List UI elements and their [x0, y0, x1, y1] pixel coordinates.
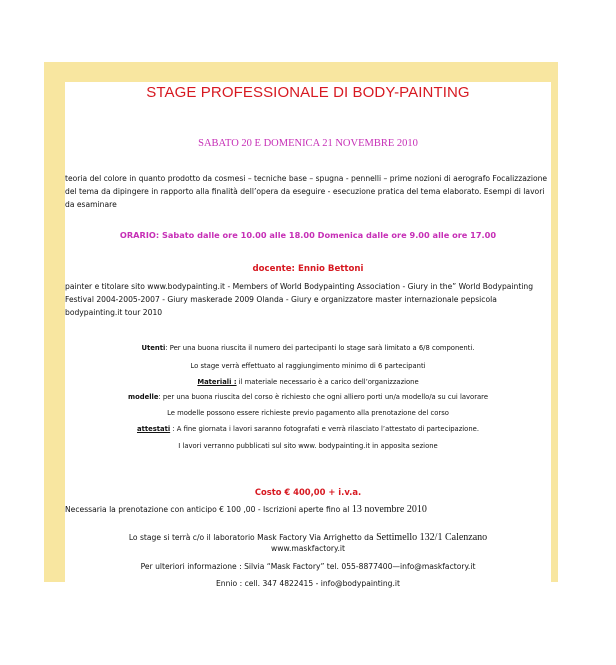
materiali-text: il materiale necessario è a carico dell’organizzazione	[236, 378, 419, 386]
info-attestati	[65, 425, 551, 434]
utenti-label: Utenti	[141, 344, 166, 352]
info-modelle-note: Le modelle possono essere richieste previo pagamento alla prenotazione del corso	[167, 409, 449, 417]
info-utenti	[65, 344, 551, 353]
location-line	[65, 532, 551, 543]
info-modelle	[65, 393, 551, 402]
ennio-contact: Ennio : cell. 347 4822415 - info@bodypainting.it	[216, 579, 400, 588]
teacher-bio: painter e titolare sito www.bodypainting.it - Members of World Bodypainting Association - Giury in the” World Bodypainting Festival 2004-2005-2007 - Giury maskerade 2009 Olanda - Giury e organizzatore master internazionale pepsicola bodypainting.it tour 2010	[65, 282, 534, 317]
contact-info: Per ulteriori informazione : Silvia “Mask Factory” tel. 055-8877400—info@maskfactory.it	[140, 562, 476, 571]
teacher-name: docente: Ennio Bettoni	[252, 264, 364, 274]
booking-text: Necessaria la prenotazione con anticipo € 100 ,00 - Iscrizioni aperte fino al	[65, 505, 352, 514]
info-pubblicati: I lavori verranno pubblicati sul sito www. bodypainting.it in apposita sezione	[178, 442, 438, 450]
modelle-label: modelle	[127, 393, 159, 401]
price: Costo € 400,00 + i.v.a.	[254, 487, 362, 497]
attestati-label: attestati	[137, 425, 171, 433]
page-title: STAGE PROFESSIONALE DI BODY-PAINTING	[146, 84, 470, 101]
page-border	[44, 62, 558, 588]
info-minimo: Lo stage verrà effettuato al raggiungimento minimo di 6 partecipanti	[190, 362, 426, 370]
utenti-text: : Per una buona riuscita il numero dei partecipanti lo stage sarà limitato a 6/8 componenti.	[165, 344, 475, 352]
schedule-text: ORARIO: Sabato dalle ore 10.00 alle 18.00 Domenica dalle ore 9.00 alle ore 17.00	[119, 230, 497, 240]
location-info	[65, 532, 551, 554]
booking-info	[65, 504, 551, 515]
booking-deadline: 13 novembre 2010	[351, 504, 427, 515]
document-body	[65, 82, 551, 588]
materiali-label: Materiali :	[197, 378, 237, 386]
location-text: Lo stage si terrà c/o il laboratorio Mask Factory Via Arrighetto da	[128, 533, 377, 542]
attestati-text: : A fine giornata i lavori saranno fotografati e verrà rilasciato l’attestato di partecipazione.	[170, 425, 479, 433]
modelle-text: : per una buona riuscita del corso è richiesto che ogni alliero porti un/a modello/a su cui lavorare	[158, 393, 489, 401]
location-website: www.maskfactory.it	[271, 544, 345, 553]
course-description: teoria del colore in quanto prodotto da cosmesi – tecniche base – spugna - pennelli – prime nozioni di aerografo Focalizzazione del tema da dipingere in rapporto alla finalità dell’opera da eseguire - esecuzione pratica del tema elaborato. Esempi di lavori da esaminare	[65, 174, 548, 209]
event-dates: SABATO 20 E DOMENICA 21 NOVEMBRE 2010	[198, 138, 418, 149]
info-materiali	[65, 378, 551, 387]
location-street: Settimello 132/1 Calenzano	[376, 532, 488, 543]
